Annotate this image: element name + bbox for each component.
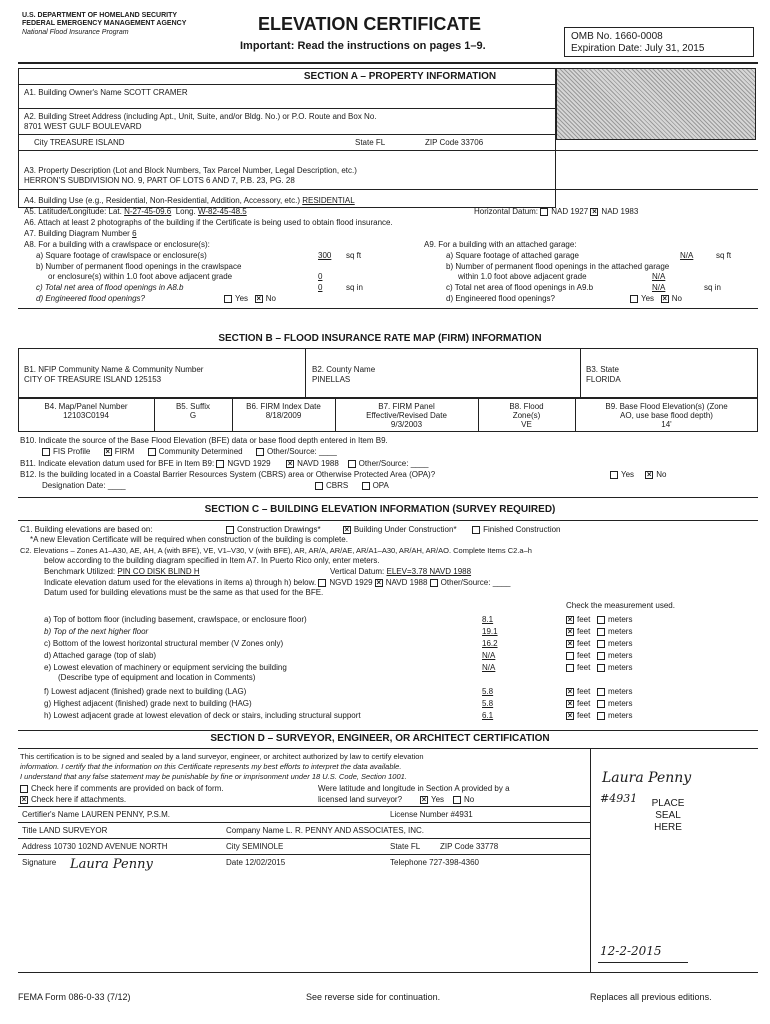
row-f-meters-checkbox[interactable] [597,688,605,696]
rule [18,838,590,839]
telephone-label: Telephone [390,858,427,867]
a5-lat-label: A5. Latitude/Longitude: Lat. [24,207,122,216]
nad1983-label: NAD 1983 [601,207,639,216]
benchmark-value[interactable]: PIN CO DISK BLIND H [117,567,200,576]
row-h-feet-checkbox[interactable] [566,712,574,720]
rule [18,972,758,973]
rule [18,854,590,855]
b3-label: B3. State [586,365,619,374]
elev-row-d-value[interactable]: N/A [482,651,496,660]
fis-checkbox[interactable] [42,448,50,456]
a4-label: A4. Building Use (e.g., Residential, Non-Residential, Addition, Accessory, etc.) [24,196,300,205]
latlong-no-checkbox[interactable] [453,796,461,804]
state-field[interactable] [355,138,385,147]
section-c-title: SECTION C – BUILDING ELEVATION INFORMATION (SURVEY REQUIRED) [204,504,556,515]
finished-construction-checkbox[interactable] [472,526,480,534]
meters-label: meters [608,615,633,624]
telephone[interactable] [390,858,479,867]
seal-license-number: #4931 [600,792,638,805]
firm-label: FIRM [114,447,135,456]
row-e-meters-checkbox[interactable] [597,664,605,672]
b12-text: B12. Is the building located in a Coastal Barrier Resources System (CBRS) area or Otherwise Protected Area (OPA)? [20,470,436,479]
vertical-datum-label: Vertical Datum: [330,567,385,576]
rule [590,748,591,972]
a5-long-value[interactable]: W-82-45-48.5 [197,207,247,216]
a1-field[interactable] [24,88,188,97]
seal-signature: Laura Penny [602,770,692,786]
certifier-zip-label: ZIP Code [440,842,474,851]
other-source-label: Other/Source: [266,447,317,456]
a8a-value[interactable]: 300 [318,251,332,260]
community-determined-checkbox[interactable] [148,448,156,456]
state-label: State [355,138,374,147]
row-d-feet-checkbox[interactable] [566,652,574,660]
vertical-datum-value[interactable]: ELEV=3.78 NAVD 1988 [386,567,472,576]
b2-label: B2. County Name [312,365,376,374]
under-construction-checkbox[interactable] [343,526,351,534]
meters-label: meters [608,663,633,672]
under-construction-label: Building Under Construction* [353,525,457,534]
datum-label: Horizontal Datum: [474,207,539,216]
a8b-label-2: or enclosure(s) within 1.0 foot above adjacent grade [48,272,233,281]
elev-row-g-value[interactable]: 5.8 [482,699,494,708]
b8-label-1: B8. Flood [509,402,544,411]
b11-navd-checkbox[interactable] [286,460,294,468]
certifier-name-value: LAUREN PENNY, P.S.M. [81,810,170,819]
rule [18,62,758,64]
row-e-feet-checkbox[interactable] [566,664,574,672]
b12-yes-label: Yes [621,470,635,479]
company-value: L. R. PENNY AND ASSOCIATES, INC. [286,826,425,835]
zip-value: 33706 [460,138,484,147]
a2-label: A2. Building Street Address (including Apt., Unit, Suite, and/or Bldg. No.) or P.O. Route and Box No. [24,112,377,121]
latlong-options [420,795,474,804]
b8-value[interactable]: VE [521,420,532,429]
a4-value[interactable]: RESIDENTIAL [302,196,355,205]
row-g-feet-checkbox[interactable] [566,700,574,708]
a8d-no-checkbox[interactable] [255,295,263,303]
meters-label: meters [608,687,633,696]
a6-text: A6. Attach at least 2 photographs of the building if the Certificate is being used to obtain flood insurance. [24,218,393,227]
page-title: ELEVATION CERTIFICATE [258,14,481,34]
certifier-name[interactable] [22,810,170,819]
section-b-title: SECTION B – FLOOD INSURANCE RATE MAP (FIRM) INFORMATION [218,333,542,344]
a8a-unit: sq ft [346,251,362,260]
fis-label: FIS Profile [53,447,91,456]
omb-box [564,27,754,57]
finished-construction-label: Finished Construction [483,525,561,534]
cert-text-2: information. I certify that the information on this Certificate represents my best efforts to interpret the data available. [20,762,402,771]
rule [18,189,758,190]
seal-date: 12-2-2015 [600,944,662,958]
form-number: FEMA Form 086-0-33 (7/12) [18,992,131,1002]
section-a-title: SECTION A – PROPERTY INFORMATION [303,71,497,82]
signature-label: Signature [22,858,57,867]
b7-label-2: Effective/Revised Date [366,411,447,420]
elev-row-h-units [566,711,632,720]
a5-line [24,207,247,216]
elev-row-a-label: a) Top of bottom floor (including basement, crawlspace, or enclosure floor) [44,615,307,624]
b10-text: B10. Indicate the source of the Base Flood Elevation (BFE) data or base flood depth entered in Item B9. [20,436,388,445]
certifier-name-label: Certifier's Name [22,810,80,819]
a8d-yes-label: Yes [235,294,249,303]
address-value: 10730 102ND AVENUE NORTH [53,842,168,851]
zip-label: ZIP Code [425,138,459,147]
b2-value[interactable]: PINELLAS [312,375,351,384]
c2-text-2: below according to the building diagram specified in Item A7. In Puerto Rico only, enter meters. [44,556,380,565]
agency-line-2: FEDERAL EMERGENCY MANAGEMENT AGENCY [22,20,187,27]
elev-row-h-value[interactable]: 6.1 [482,711,494,720]
elev-row-e-label: e) Lowest elevation of machinery or equipment servicing the building [44,663,287,672]
nad1983-checkbox[interactable] [590,208,598,216]
a9c-value[interactable]: N/A [652,283,666,292]
rule [18,806,590,807]
elev-row-f-label: f) Lowest adjacent (finished) grade next to building (LAG) [44,687,247,696]
row-g-meters-checkbox[interactable] [597,700,605,708]
vertical-datum-line [330,567,471,576]
b12-options [610,470,666,479]
check-measurement: Check the measurement used. [566,601,675,610]
elev-row-b-units [566,627,632,636]
company-label: Company Name [226,826,284,835]
c2-navd-label: NAVD 1988 [385,578,428,587]
benchmark-label: Benchmark Utilized: [44,567,116,576]
section-d-title: SECTION D – SURVEYOR, ENGINEER, OR ARCHITECT CERTIFICATION [210,733,550,744]
comments-checkbox[interactable] [20,785,28,793]
elev-row-c-value[interactable]: 16.2 [482,639,498,648]
a8c-label: c) Total net area of flood openings in A8.b [36,283,184,292]
opa-label: OPA [372,481,389,490]
rule [598,962,688,963]
cbrs-checkbox[interactable] [315,482,323,490]
latlong-yes-label: Yes [431,795,445,804]
date-label: Date [226,858,243,867]
b11-label: B11. Indicate elevation datum used for BFE in Item B9: [20,459,215,468]
city-field[interactable] [34,138,125,147]
row-f-feet-checkbox[interactable] [566,688,574,696]
b5-value[interactable]: G [189,411,197,420]
a8a-label: a) Square footage of crawlspace or enclosure(s) [36,251,207,260]
other-source-checkbox[interactable] [256,448,264,456]
agency-line-1: U.S. DEPARTMENT OF HOMELAND SECURITY [22,12,178,19]
feet-label: feet [577,687,591,696]
a8d-options [224,294,276,303]
indicate-datum-line: Indicate elevation datum used for the elevations in items a) through h) below. NGVD 1929 × NAVD 1988 Other/Source: ____ [44,578,511,587]
state-value: FL [375,138,386,147]
b5-label: B5. Suffix [175,402,211,411]
meters-label: meters [608,699,633,708]
b11-navd-label: NAVD 1988 [297,459,339,468]
meters-label: meters [608,651,633,660]
elev-row-e-sublabel: (Describe type of equipment and location in Comments) [58,673,256,682]
construction-drawings-label: Construction Drawings* [237,525,321,534]
zip-field[interactable] [425,138,483,147]
c1-options [226,525,561,534]
rule [18,134,556,135]
city-value: TREASURE ISLAND [49,138,125,147]
b11-ngvd-label: NGVD 1929 [227,459,271,468]
feet-label: feet [577,651,591,660]
nad1927-label: NAD 1927 [551,207,589,216]
b1-label: B1. NFIP Community Name & Community Number [24,365,204,374]
rule [18,84,556,85]
certifier-city-value: SEMINOLE [242,842,284,851]
city-label: City [34,138,48,147]
a9-heading: A9. For a building with an attached garage: [424,240,577,249]
instructions-note: Important: Read the instructions on pages 1–9. [240,40,486,52]
a8b-value[interactable]: 0 [318,272,323,281]
row-c-feet-checkbox[interactable] [566,640,574,648]
a8d-yes-checkbox[interactable] [224,295,232,303]
a8c-unit: sq in [346,283,363,292]
row-h-meters-checkbox[interactable] [597,712,605,720]
feet-label: feet [577,615,591,624]
row-a-meters-checkbox[interactable] [597,616,605,624]
seal-place: PLACE [651,798,685,809]
comments-check [20,784,224,793]
elev-row-a-value[interactable]: 8.1 [482,615,494,624]
a9d-no-checkbox[interactable] [661,295,669,303]
b11-ngvd-checkbox[interactable] [216,460,224,468]
certifier-city[interactable] [226,842,283,851]
a7-line [24,229,137,238]
indicate-datum-text: Indicate elevation datum used for the elevations in items a) through h) below. [44,578,317,587]
b4-label: B4. Map/Panel Number [44,402,128,411]
elev-row-h-label: h) Lowest adjacent grade at lowest elevation of deck or stairs, including structural support [44,711,361,720]
c2-navd-checkbox[interactable] [375,579,383,587]
b7-value[interactable]: 9/3/2003 [390,420,423,429]
b9-value[interactable]: 14' [661,420,672,429]
a5-long-label: Long. [175,207,196,216]
row-d-meters-checkbox[interactable] [597,652,605,660]
b11-other-checkbox[interactable] [348,460,356,468]
nad1927-checkbox[interactable] [540,208,548,216]
a8d-label: d) Engineered flood openings? [36,294,145,303]
license-value: #4931 [450,810,473,819]
replaces-note: Replaces all previous editions. [590,992,712,1002]
a4-line [24,196,355,205]
telephone-value: 727-398-4360 [429,858,479,867]
horizontal-datum [474,207,638,216]
b7-label-1: B7. FIRM Panel [378,402,435,411]
feet-label: feet [577,699,591,708]
comments-check-label: Check here if comments are provided on back of form. [31,784,224,793]
row-b-feet-checkbox[interactable] [566,628,574,636]
row-b-meters-checkbox[interactable] [597,628,605,636]
a9b-label-1: b) Number of permanent flood openings in the attached garage [446,262,670,271]
certifier-zip[interactable] [440,842,498,851]
a9b-label-2: within 1.0 foot above adjacent grade [458,272,587,281]
a9a-value[interactable]: N/A [680,251,694,260]
company-name[interactable] [226,826,424,835]
c1-note: *A new Elevation Certificate will be required when construction of the building is complete. [30,535,348,544]
rule [18,308,758,309]
a7-value[interactable]: 6 [132,229,137,238]
continuation-note: See reverse side for continuation. [306,992,441,1002]
signature[interactable]: Laura Penny [70,857,153,872]
feet-label: feet [577,639,591,648]
elev-row-b-label: b) Top of the next higher floor [44,627,149,636]
seal-seal: SEAL [655,810,681,821]
c2-other-label: Other/Source: [440,578,491,587]
cert-text-1: This certification is to be signed and sealed by a land surveyor, engineer, or architect authorized by law to certify elevation [20,752,424,761]
a1-value: SCOTT CRAMER [123,88,188,97]
b3-value[interactable]: FLORIDA [586,375,621,384]
opa-checkbox[interactable] [362,482,370,490]
rule [305,348,306,398]
b4-value[interactable]: 12103C0194 [63,411,109,420]
b11-line: B11. Indicate elevation datum used for BFE in Item B9: NGVD 1929 × NAVD 1988 Other/Source: ____ [20,459,429,468]
feet-label: feet [577,663,591,672]
cbrs-opa-options [315,481,389,490]
certifier-city-label: City [226,842,240,851]
title-value: LAND SURVEYOR [39,826,108,835]
latlong-question-2: licensed land surveyor? [318,795,403,804]
meters-label: meters [608,627,633,636]
c2-ngvd-checkbox[interactable] [318,579,326,587]
b9-label-2: AO, use base flood depth) [620,411,713,420]
a8-heading: A8. For a building with a crawlspace or enclosure(s): [24,240,210,249]
license-label: License Number [390,810,449,819]
rule [580,348,581,398]
certifier-zip-value: 33778 [475,842,499,851]
feet-label: feet [577,627,591,636]
firm-checkbox[interactable] [104,448,112,456]
attachments-check-label: Check here if attachments. [31,795,127,804]
cbrs-label: CBRS [326,481,349,490]
rule [18,497,758,498]
elev-row-g-label: g) Highest adjacent (finished) grade next to building (HAG) [44,699,252,708]
rule [18,108,556,109]
elev-row-e-value[interactable]: N/A [482,663,496,672]
latlong-yes-checkbox[interactable] [420,796,428,804]
b9-label-1: B9. Base Flood Elevation(s) (Zone [605,402,728,411]
a9c-label: c) Total net area of flood openings in A9.b [446,283,594,292]
rule [18,822,590,823]
b12-designation[interactable]: Designation Date: ____ [42,481,126,490]
elev-row-c-label: c) Bottom of the lowest horizontal structural member (V Zones only) [44,639,284,648]
b12-yes-checkbox[interactable] [610,471,618,479]
latlong-question-1: Were latitude and longitude in Section A provided by a [318,784,510,793]
rule [18,748,758,749]
seal-here: HERE [654,822,682,833]
a3-value[interactable]: HERRON'S SUBDIVISION NO. 9, PART OF LOTS 6 AND 7, P.B. 23, PG. 28 [24,176,295,185]
b8-label-2: Zone(s) [512,411,541,420]
a3-label: A3. Property Description (Lot and Block Numbers, Tax Parcel Number, Legal Description, etc.) [24,166,357,175]
rule [18,150,758,151]
attachments-check [20,795,126,804]
construction-drawings-checkbox[interactable] [226,526,234,534]
b1-value[interactable]: CITY OF TREASURE ISLAND 125153 [24,375,162,384]
a9d-label: d) Engineered flood openings? [446,294,555,303]
elev-row-a-units [566,615,632,624]
b10-options: FIS Profile × FIRM Community Determined Other/Source: ____ [42,447,337,456]
a9d-options [630,294,682,303]
attachments-checkbox[interactable] [20,796,28,804]
a9a-label: a) Square footage of attached garage [446,251,579,260]
c2-text-1: C2. Elevations – Zones A1–A30, AE, AH, A (with BFE), VE, V1–V30, V (with BFE), AR, AR/A, AR/AE, AR/A1–A30, AR/AH, AR/AO. Complete Items C2.a–h [20,546,532,555]
sign-date[interactable] [226,858,285,867]
b12-no-checkbox[interactable] [645,471,653,479]
datum-note: Datum used for building elevations must be the same as that used for the BFE. [44,588,324,597]
a8c-value[interactable]: 0 [318,283,323,292]
elev-row-g-units [566,699,632,708]
feet-label: feet [577,711,591,720]
a2-value[interactable]: 8701 WEST GULF BOULEVARD [24,122,142,131]
omb-number: OMB No. 1660-0008 [571,31,663,42]
address-label: Address [22,842,52,851]
a8d-no-label: No [265,294,276,303]
elev-row-b-value[interactable]: 19.1 [482,627,498,636]
meters-label: meters [608,639,633,648]
a7-label: A7. Building Diagram Number [24,229,130,238]
certifier-title[interactable] [22,826,107,835]
benchmark-line [44,567,200,576]
certifier-state-value: FL [410,842,421,851]
cert-text-3: I understand that any false statement may be punishable by fine or imprisonment under 18 U.S. Code, Section 1001. [20,772,407,781]
latlong-no-label: No [463,795,475,804]
elev-row-f-value[interactable]: 5.8 [482,687,494,696]
a5-lat-value[interactable]: N-27-45-09.6 [124,207,172,216]
certifier-state[interactable] [390,842,420,851]
license-number[interactable] [390,810,473,819]
meters-label: meters [608,711,633,720]
a1-label: A1. Building Owner's Name [24,88,122,97]
b6-value[interactable]: 8/18/2009 [265,411,302,420]
a8b-label-1: b) Number of permanent flood openings in the crawlspace [36,262,242,271]
elev-row-e-units [566,663,632,672]
certifier-address[interactable] [22,842,168,851]
a9d-no-label: No [671,294,682,303]
program-name: National Flood Insurance Program [22,29,129,36]
a9c-unit: sq in [704,283,721,292]
row-a-feet-checkbox[interactable] [566,616,574,624]
rule [18,730,758,731]
elev-row-c-units [566,639,632,648]
a9a-unit: sq ft [716,251,732,260]
certifier-state-label: State [390,842,409,851]
elev-row-d-label: d) Attached garage (top of slab) [44,651,157,660]
c1-label: C1. Building elevations are based on: [20,525,153,534]
b6-label: B6. FIRM Index Date [246,402,321,411]
community-determined-label: Community Determined [158,447,243,456]
a9d-yes-label: Yes [641,294,655,303]
c2-ngvd-label: NGVD 1929 [329,578,373,587]
c2-other-checkbox[interactable] [430,579,438,587]
a9b-value[interactable]: N/A [652,272,666,281]
date-value: 12/02/2015 [245,858,286,867]
designation-date-label: Designation Date: [42,481,106,490]
b11-other-label: Other/Source: [358,459,409,468]
elev-row-f-units [566,687,632,696]
expiration-date: Expiration Date: July 31, 2015 [571,43,705,54]
elev-row-d-units [566,651,632,660]
b12-no-label: No [656,470,667,479]
title-label: Title [22,826,37,835]
row-c-meters-checkbox[interactable] [597,640,605,648]
a9d-yes-checkbox[interactable] [630,295,638,303]
rule [18,520,758,521]
